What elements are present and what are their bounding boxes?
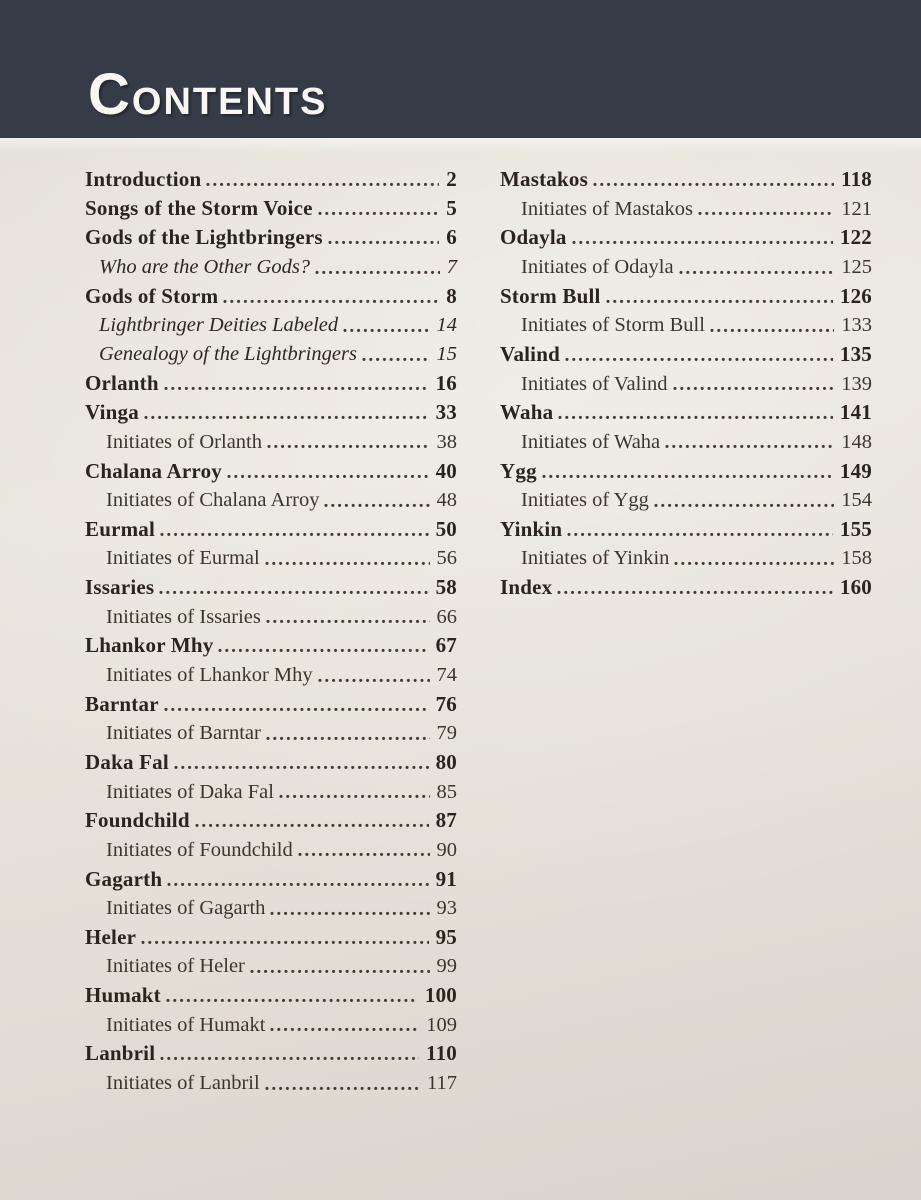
toc-entry <box>500 310 872 339</box>
toc-entry-label: Initiates of Mastakos <box>521 197 693 220</box>
toc-entry-page-number: 109 <box>426 1013 457 1036</box>
toc-entry-page-number: 158 <box>841 547 872 570</box>
toc-entry-page-number: 155 <box>839 516 872 541</box>
toc-entry <box>500 572 872 601</box>
dot-leader <box>318 211 440 216</box>
dot-leader <box>324 503 429 508</box>
toc-entry <box>500 543 872 572</box>
dot-leader <box>223 299 439 304</box>
dot-leader <box>160 532 429 537</box>
toc-entry-label: Initiates of Yinkin <box>521 547 670 570</box>
toc-entry-label: Mastakos <box>500 167 588 192</box>
toc-entry-label: Ygg <box>500 458 537 483</box>
toc-entry <box>500 485 872 514</box>
toc-entry-label: Gagarth <box>85 866 163 891</box>
toc-entry-page-number: 110 <box>426 1041 457 1066</box>
dot-leader <box>679 270 835 275</box>
toc-entry-page-number: 74 <box>436 664 457 687</box>
toc-entry-label: Yinkin <box>500 516 563 541</box>
dot-leader <box>572 240 833 245</box>
dot-leader <box>265 1086 420 1091</box>
toc-entry-page-number: 58 <box>435 575 457 600</box>
toc-entry <box>500 193 872 222</box>
dot-leader <box>674 561 834 566</box>
toc-entry-page-number: 99 <box>436 955 457 978</box>
toc-entry <box>85 980 457 1009</box>
toc-columns <box>0 138 921 1097</box>
toc-entry-page-number: 122 <box>839 225 872 250</box>
toc-entry <box>85 601 457 630</box>
toc-entry-label: Lhankor Mhy <box>85 633 214 658</box>
toc-entry-label: Gods of Storm <box>85 283 219 308</box>
toc-entry-page-number: 87 <box>435 808 457 833</box>
dot-leader <box>567 532 833 537</box>
toc-entry-page-number: 141 <box>839 400 872 425</box>
dot-leader <box>270 911 429 916</box>
page-header <box>0 0 921 138</box>
toc-entry-page-number: 76 <box>435 691 457 716</box>
dot-leader <box>279 794 430 799</box>
toc-entry <box>85 455 457 484</box>
toc-entry-label: Genealogy of the Lightbringers <box>99 343 357 366</box>
dot-leader <box>160 1056 419 1061</box>
toc-entry-label: Daka Fal <box>85 749 169 774</box>
dot-leader <box>265 561 430 566</box>
toc-entry-label: Initiates of Storm Bull <box>521 314 705 337</box>
dot-leader <box>665 444 834 449</box>
toc-entry <box>85 659 457 688</box>
toc-entry-label: Initiates of Issaries <box>106 605 261 628</box>
dot-leader <box>328 240 440 245</box>
toc-entry-label: Orlanth <box>85 371 159 396</box>
dot-leader <box>698 211 834 216</box>
toc-entry <box>85 893 457 922</box>
dot-leader <box>362 357 430 362</box>
toc-entry-label: Chalana Arroy <box>85 458 222 483</box>
toc-column-right <box>500 164 872 1097</box>
toc-entry-label: Initiates of Gagarth <box>106 897 266 920</box>
toc-entry-label: Initiates of Barntar <box>106 722 261 745</box>
dot-leader <box>558 415 833 420</box>
dot-leader <box>159 590 428 595</box>
toc-entry-label: Initiates of Orlanth <box>106 430 262 453</box>
toc-entry <box>85 922 457 951</box>
toc-entry-page-number: 50 <box>435 516 457 541</box>
toc-entry <box>500 426 872 455</box>
dot-leader <box>218 648 428 653</box>
toc-entry-page-number: 56 <box>436 547 457 570</box>
toc-entry-label: Who are the Other Gods? <box>99 256 311 279</box>
toc-entry <box>85 951 457 980</box>
toc-entry <box>85 1038 457 1067</box>
toc-entry <box>85 397 457 426</box>
toc-entry <box>85 485 457 514</box>
dot-leader <box>141 940 428 945</box>
toc-entry-label: Initiates of Valind <box>521 372 668 395</box>
dot-leader <box>266 619 430 624</box>
toc-entry <box>500 339 872 368</box>
toc-entry-page-number: 154 <box>841 489 872 512</box>
toc-entry <box>500 164 872 193</box>
dot-leader <box>174 765 429 770</box>
toc-entry-label: Initiates of Daka Fal <box>106 780 274 803</box>
toc-entry-page-number: 118 <box>841 167 872 192</box>
toc-entry-label: Eurmal <box>85 516 156 541</box>
toc-entry-label: Initiates of Foundchild <box>106 838 293 861</box>
dot-leader <box>144 415 429 420</box>
toc-entry-label: Initiates of Humakt <box>106 1013 266 1036</box>
toc-entry <box>85 572 457 601</box>
toc-entry-page-number: 149 <box>839 458 872 483</box>
dot-leader <box>606 299 833 304</box>
toc-entry-label: Initiates of Waha <box>521 430 661 453</box>
toc-entry <box>85 222 457 251</box>
toc-entry <box>500 455 872 484</box>
toc-entry <box>85 747 457 776</box>
toc-entry <box>500 397 872 426</box>
dot-leader <box>298 852 430 857</box>
toc-entry-label: Waha <box>500 400 554 425</box>
toc-entry-label: Initiates of Lhankor Mhy <box>106 664 313 687</box>
toc-entry <box>85 543 457 572</box>
toc-entry <box>85 630 457 659</box>
toc-entry-page-number: 15 <box>436 343 457 366</box>
page-title: CONTENTS <box>88 62 328 127</box>
dot-leader <box>266 736 430 741</box>
toc-entry-label: Initiates of Eurmal <box>106 547 260 570</box>
toc-column-left <box>85 164 457 1097</box>
toc-entry-label: Initiates of Heler <box>106 955 245 978</box>
toc-entry-page-number: 40 <box>435 458 457 483</box>
dot-leader <box>227 474 429 479</box>
toc-entry-page-number: 48 <box>436 489 457 512</box>
toc-entry-label: Introduction <box>85 167 202 192</box>
toc-entry-label: Songs of the Storm Voice <box>85 196 313 221</box>
dot-leader <box>164 386 429 391</box>
dot-leader <box>343 328 429 333</box>
dot-leader <box>315 270 440 275</box>
dot-leader <box>542 474 833 479</box>
toc-entry-page-number: 79 <box>436 722 457 745</box>
toc-entry-page-number: 160 <box>839 575 872 600</box>
toc-entry-label: Odayla <box>500 225 567 250</box>
toc-entry-page-number: 100 <box>424 983 457 1008</box>
toc-entry-page-number: 5 <box>446 196 457 221</box>
toc-entry <box>85 1009 457 1038</box>
toc-entry-page-number: 117 <box>427 1072 457 1094</box>
dot-leader <box>250 969 430 974</box>
toc-entry-label: Lightbringer Deities Labeled <box>99 314 339 337</box>
toc-entry-page-number: 126 <box>839 283 872 308</box>
toc-entry-page-number: 125 <box>841 256 872 279</box>
dot-leader <box>565 357 833 362</box>
toc-entry <box>500 281 872 310</box>
toc-entry-label: Gods of the Lightbringers <box>85 225 323 250</box>
toc-entry-label: Barntar <box>85 691 159 716</box>
toc-entry <box>85 368 457 397</box>
dot-leader <box>167 882 428 887</box>
toc-entry-label: Foundchild <box>85 808 190 833</box>
dot-leader <box>318 678 430 683</box>
toc-entry <box>500 222 872 251</box>
toc-entry <box>85 689 457 718</box>
dot-leader <box>710 328 834 333</box>
dot-leader <box>195 823 429 828</box>
toc-entry <box>85 514 457 543</box>
toc-entry-label: Issaries <box>85 575 155 600</box>
toc-entry-page-number: 139 <box>841 372 872 395</box>
toc-entry <box>500 514 872 543</box>
toc-entry <box>85 834 457 863</box>
dot-leader <box>166 998 418 1003</box>
toc-entry-page-number: 8 <box>446 283 457 308</box>
toc-entry-page-number: 66 <box>436 605 457 628</box>
toc-entry <box>85 776 457 805</box>
dot-leader <box>270 1027 419 1032</box>
toc-entry <box>85 863 457 892</box>
toc-entry <box>85 281 457 310</box>
toc-entry-page-number: 148 <box>841 430 872 453</box>
toc-entry <box>500 251 872 280</box>
dot-leader <box>593 182 834 187</box>
toc-entry-page-number: 91 <box>435 866 457 891</box>
toc-entry <box>500 368 872 397</box>
toc-entry-page-number: 90 <box>436 838 457 861</box>
toc-entry-label: Initiates of Chalana Arroy <box>106 489 320 512</box>
toc-entry-page-number: 135 <box>839 341 872 366</box>
dot-leader <box>164 707 429 712</box>
toc-entry <box>85 1067 457 1096</box>
toc-entry-page-number: 67 <box>435 633 457 658</box>
toc-entry-page-number: 7 <box>446 256 457 279</box>
toc-entry <box>85 193 457 222</box>
toc-entry-label: Initiates of Lanbril <box>106 1072 260 1094</box>
toc-entry-page-number: 6 <box>446 225 457 250</box>
dot-leader <box>267 444 430 449</box>
dot-leader <box>673 386 835 391</box>
toc-entry-page-number: 121 <box>841 197 872 220</box>
toc-entry-page-number: 33 <box>435 400 457 425</box>
toc-entry-page-number: 93 <box>436 897 457 920</box>
toc-entry <box>85 426 457 455</box>
dot-leader <box>654 503 834 508</box>
toc-entry-label: Vinga <box>85 400 139 425</box>
toc-entry-page-number: 133 <box>841 314 872 337</box>
toc-entry <box>85 251 457 280</box>
toc-entry-label: Initiates of Ygg <box>521 489 649 512</box>
toc-entry-label: Initiates of Odayla <box>521 256 674 279</box>
toc-entry-label: Heler <box>85 924 137 949</box>
toc-entry <box>85 164 457 193</box>
toc-entry-label: Storm Bull <box>500 283 601 308</box>
toc-entry-page-number: 85 <box>436 780 457 803</box>
toc-entry-page-number: 38 <box>436 430 457 453</box>
toc-entry-page-number: 80 <box>435 749 457 774</box>
toc-entry-page-number: 16 <box>435 371 457 396</box>
toc-entry <box>85 805 457 834</box>
dot-leader <box>557 590 833 595</box>
toc-entry-page-number: 14 <box>436 314 457 337</box>
toc-entry-label: Valind <box>500 341 560 366</box>
toc-entry-page-number: 2 <box>446 167 457 192</box>
toc-entry-page-number: 95 <box>435 924 457 949</box>
toc-entry <box>85 339 457 368</box>
toc-entry <box>85 310 457 339</box>
toc-entry-label: Lanbril <box>85 1041 156 1066</box>
toc-entry-label: Index <box>500 575 553 600</box>
toc-entry-label: Humakt <box>85 983 161 1008</box>
dot-leader <box>206 182 439 187</box>
toc-entry <box>85 718 457 747</box>
